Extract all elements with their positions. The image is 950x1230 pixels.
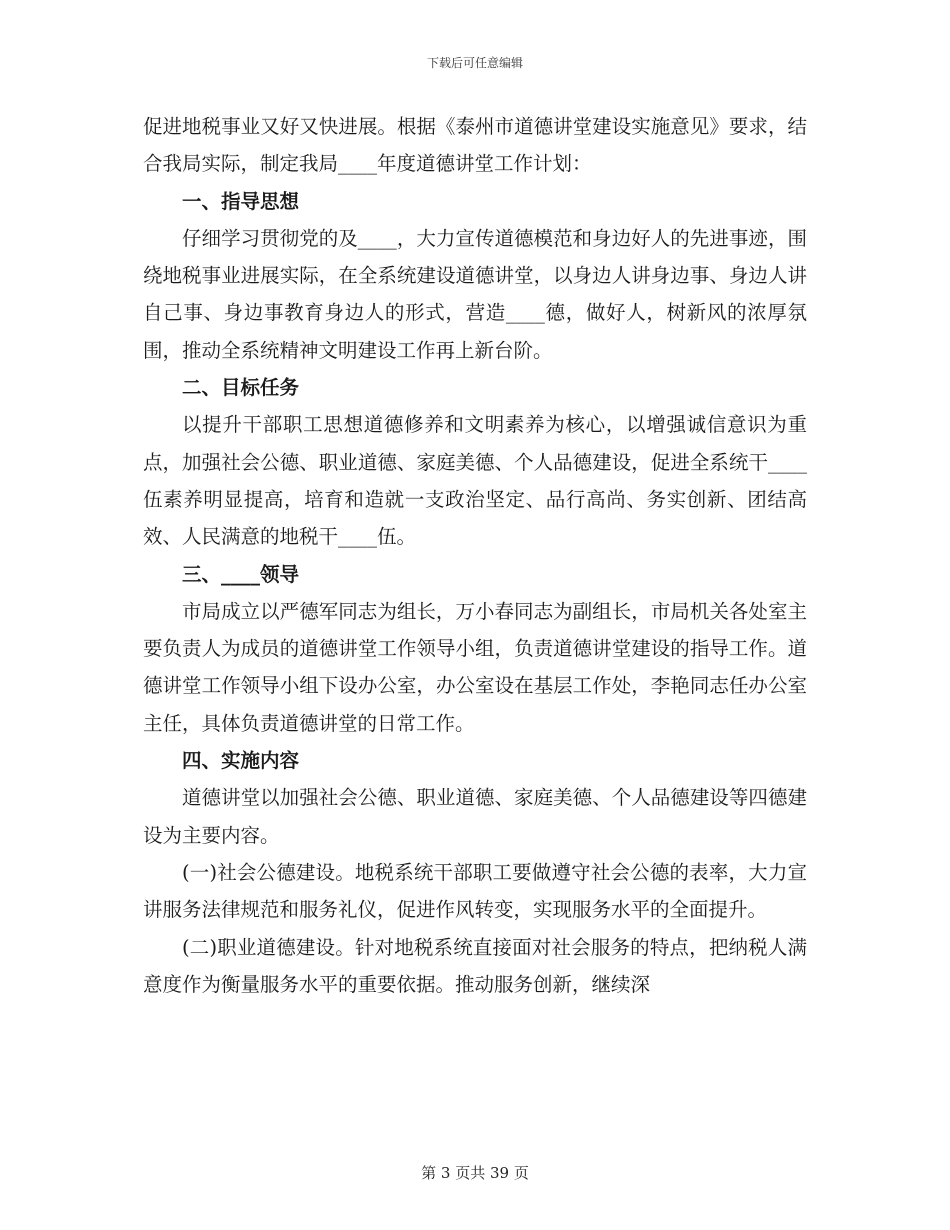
paragraph-leadership: 市局成立以严德军同志为组长，万小春同志为副组长，市局机关各处室主要负责人为成员的道德讲堂工作领导小组，负责道德讲堂建设的指导工作。道德讲堂工作领导小组下设办公室，办公室设在基层工作处，李艳同志任办公室主任，具体负责道德讲堂的日常工作。 — [143, 599, 807, 735]
page-number-footer: 第 3 页共 39 页 — [421, 1164, 529, 1182]
document-body — [143, 108, 807, 1003]
paragraph-goals-tasks: 以提升干部职工思想道德修养和文明素养为核心，以增强诚信意识为重点，加强社会公德、职业道德、家庭美德、个人品德建设，促进全系统干____伍素养明显提高，培育和造就一支政治坚定、品行高尚、务实创新、团结高效、人民满意的地税干____伍。 — [143, 413, 807, 549]
section-heading-implementation-content: 四、实施内容 — [182, 749, 300, 773]
section-heading-guiding-ideology: 一、指导思想 — [182, 189, 300, 213]
paragraph-social-morality: (一)社会公德建设。地税系统干部职工要做遵守社会公德的表率，大力宣讲服务法律规范和服务礼仪，促进作风转变，实现服务水平的全面提升。 — [143, 860, 807, 922]
paragraph-professional-ethics: (二)职业道德建设。针对地税系统直接面对社会服务的特点，把纳税人满意度作为衡量服务水平的重要依据。推动服务创新，继续深 — [143, 935, 807, 996]
paragraph-continuation: 促进地税事业又好又快进展。根据《泰州市道德讲堂建设实施意见》要求，结合我局实际，制定我局____年度道德讲堂工作计划： — [143, 115, 807, 176]
page-header-note: 下载后可任意编辑 — [426, 56, 523, 70]
paragraph-implementation-intro: 道德讲堂以加强社会公德、职业道德、家庭美德、个人品德建设等四德建设为主要内容。 — [143, 786, 807, 847]
section-heading-goals-tasks: 二、目标任务 — [182, 376, 300, 400]
section-heading-leadership: 三、____领导 — [182, 562, 300, 586]
paragraph-guiding-ideology: 仔细学习贯彻党的及____，大力宣传道德模范和身边好人的先进事迹，围绕地税事业进展实际，在全系统建设道德讲堂，以身边人讲身边事、身边人讲自己事、身边事教育身边人的形式，营造____德，做好人，树新风的浓厚氛围，推动全系统精神文明建设工作再上新台阶。 — [143, 226, 807, 362]
